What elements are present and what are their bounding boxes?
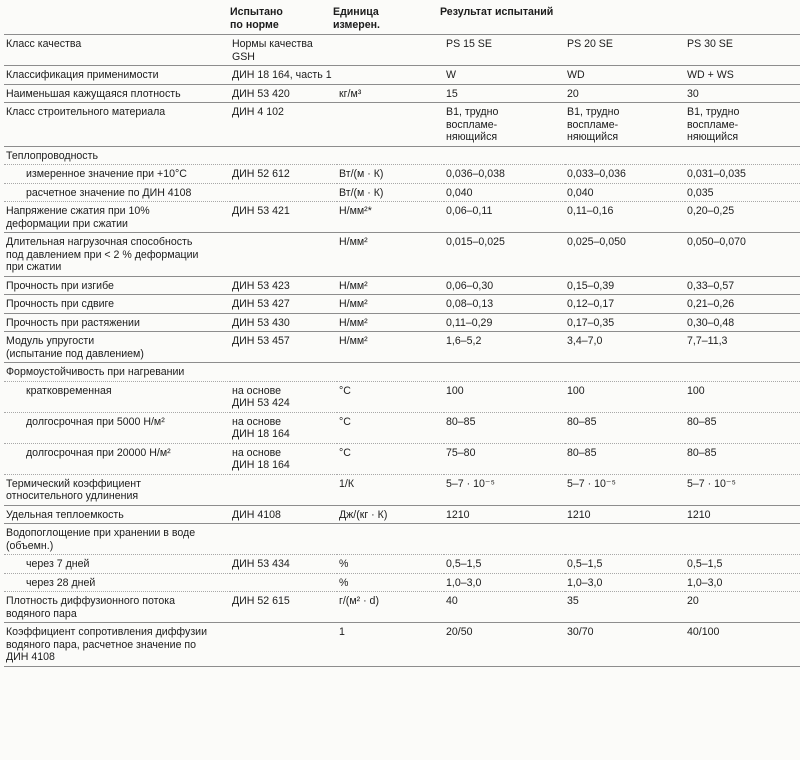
cell-c3: 5–7 · 10⁻⁵ [444,474,565,505]
cell-c4: B1, трудно воспламе- няющийся [565,103,685,147]
cell-c3: 20/50 [444,623,565,667]
cell-c3: 0,06–0,11 [444,202,565,233]
cell-c4: 1210 [565,505,685,524]
cell-c1 [230,363,337,382]
table-row [4,381,800,412]
table-row [4,443,800,474]
cell-c4: 0,025–0,050 [565,233,685,277]
table-row [4,412,800,443]
cell-c1: ДИН 18 164, часть 1 [230,66,337,85]
cell-c4: 5–7 · 10⁻⁵ [565,474,685,505]
cell-c1: ДИН 53 427 [230,295,337,314]
cell-c0: Коэффициент сопротивления диффузии водяного пара, расчетное значение по ДИН 4108 [4,623,230,667]
cell-c1 [230,233,337,277]
cell-c3: 0,036–0,038 [444,165,565,184]
cell-c2: Дж/(кг · К) [337,505,444,524]
cell-c3: 40 [444,592,565,623]
cell-c2: г/(м² · d) [337,592,444,623]
cell-c0: кратковременная [4,381,230,412]
cell-c2: % [337,573,444,592]
cell-c5: WD + WS [685,66,800,85]
table-row [4,474,800,505]
cell-c3: 0,040 [444,183,565,202]
cell-c4: 0,15–0,39 [565,276,685,295]
cell-c2: Вт/(м · К) [337,183,444,202]
cell-c1: ДИН 52 612 [230,165,337,184]
table-row [4,146,800,165]
cell-c4: 30/70 [565,623,685,667]
cell-c1 [230,146,337,165]
cell-c5: 1210 [685,505,800,524]
cell-c2: °С [337,412,444,443]
cell-c5: 0,031–0,035 [685,165,800,184]
properties-table [4,34,800,667]
cell-c2: Н/мм²* [337,202,444,233]
cell-c3: 0,08–0,13 [444,295,565,314]
cell-c1: ДИН 53 423 [230,276,337,295]
cell-c0: Прочность при изгибе [4,276,230,295]
cell-c3: 15 [444,84,565,103]
cell-c3: 0,5–1,5 [444,555,565,574]
cell-c0: Классификация применимости [4,66,230,85]
cell-c3: B1, трудно воспламе- няющийся [444,103,565,147]
cell-c3: 100 [444,381,565,412]
cell-c1 [230,474,337,505]
cell-c1: ДИН 4108 [230,505,337,524]
cell-c4 [565,524,685,555]
cell-c5: 0,035 [685,183,800,202]
cell-c2 [337,35,444,66]
cell-c2: % [337,555,444,574]
header-unit-line2: измерен. [333,19,380,31]
cell-c1: ДИН 53 421 [230,202,337,233]
cell-c0: Термический коэффициент относительного удлинения [4,474,230,505]
table-row [4,313,800,332]
properties-table-body [4,35,800,667]
cell-c2: °С [337,443,444,474]
cell-c2 [337,363,444,382]
cell-c3: 80–85 [444,412,565,443]
cell-c3: 1210 [444,505,565,524]
cell-c3 [444,524,565,555]
header-tested-line1: Испытано [230,6,283,18]
table-row [4,623,800,667]
cell-c0: Напряжение сжатия при 10% деформации при сжатии [4,202,230,233]
cell-c5: 0,33–0,57 [685,276,800,295]
table-row [4,573,800,592]
cell-c2: Н/мм² [337,276,444,295]
cell-c4: 100 [565,381,685,412]
cell-c3: 0,06–0,30 [444,276,565,295]
table-row [4,84,800,103]
cell-c3: 0,015–0,025 [444,233,565,277]
cell-c1: ДИН 4 102 [230,103,337,147]
cell-c1: ДИН 53 434 [230,555,337,574]
cell-c5 [685,524,800,555]
cell-c0: расчетное значение по ДИН 4108 [4,183,230,202]
cell-c4: PS 20 SE [565,35,685,66]
cell-c1: ДИН 53 420 [230,84,337,103]
cell-c4: 0,5–1,5 [565,555,685,574]
cell-c0: Прочность при растяжении [4,313,230,332]
cell-c4 [565,363,685,382]
cell-c3: PS 15 SE [444,35,565,66]
cell-c0: Наименьшая кажущаяся плотность [4,84,230,103]
cell-c0: измеренное значение при +10°С [4,165,230,184]
table-row [4,524,800,555]
cell-c0: долгосрочная при 20000 Н/м² [4,443,230,474]
cell-c1 [230,524,337,555]
cell-c5: 20 [685,592,800,623]
cell-c4: 35 [565,592,685,623]
cell-c4: 0,17–0,35 [565,313,685,332]
cell-c4: 3,4–7,0 [565,332,685,363]
cell-c2: 1 [337,623,444,667]
cell-c4 [565,146,685,165]
table-row [4,202,800,233]
cell-c1 [230,573,337,592]
table-row [4,505,800,524]
cell-c4: 80–85 [565,443,685,474]
header-unit [333,6,380,32]
header-tested-by-standard [230,6,283,32]
cell-c4: 0,12–0,17 [565,295,685,314]
cell-c0: Длительная нагрузочная способность под давлением при < 2 % деформации при сжатии [4,233,230,277]
cell-c0: Теплопроводность [4,146,230,165]
cell-c2: Н/мм² [337,313,444,332]
cell-c5: 1,0–3,0 [685,573,800,592]
cell-c5: 80–85 [685,443,800,474]
cell-c5: 100 [685,381,800,412]
cell-c5: 0,21–0,26 [685,295,800,314]
header-result-label: Результат испытаний [440,6,554,18]
cell-c4: 0,040 [565,183,685,202]
cell-c4: 0,11–0,16 [565,202,685,233]
cell-c2 [337,524,444,555]
cell-c0: Прочность при сдвиге [4,295,230,314]
cell-c1: на основе ДИН 53 424 [230,381,337,412]
cell-c5: 40/100 [685,623,800,667]
cell-c2: кг/м³ [337,84,444,103]
cell-c0: Удельная теплоемкость [4,505,230,524]
cell-c0: Модуль упругости (испытание под давлением) [4,332,230,363]
cell-c3 [444,146,565,165]
cell-c4: WD [565,66,685,85]
cell-c5: PS 30 SE [685,35,800,66]
table-row [4,592,800,623]
cell-c1 [230,183,337,202]
table-row [4,165,800,184]
header-test-result [440,6,553,19]
cell-c2: °С [337,381,444,412]
table-row [4,363,800,382]
cell-c0: через 7 дней [4,555,230,574]
cell-c1: на основе ДИН 18 164 [230,412,337,443]
cell-c4: 1,0–3,0 [565,573,685,592]
cell-c3: 1,6–5,2 [444,332,565,363]
cell-c1: Нормы качества GSH [230,35,337,66]
cell-c5 [685,363,800,382]
cell-c0: долгосрочная при 5000 Н/м² [4,412,230,443]
cell-c3: 1,0–3,0 [444,573,565,592]
cell-c2: Н/мм² [337,233,444,277]
cell-c4: 0,033–0,036 [565,165,685,184]
cell-c5: 7,7–11,3 [685,332,800,363]
table-row [4,183,800,202]
cell-c5: 80–85 [685,412,800,443]
cell-c0: Формоустойчивость при нагревании [4,363,230,382]
cell-c1 [230,623,337,667]
table-row [4,233,800,277]
cell-c1: ДИН 53 457 [230,332,337,363]
cell-c3: 75–80 [444,443,565,474]
cell-c5: 0,5–1,5 [685,555,800,574]
cell-c0: Класс качества [4,35,230,66]
cell-c5 [685,146,800,165]
cell-c5: 0,20–0,25 [685,202,800,233]
table-row [4,276,800,295]
cell-c0: Плотность диффузионного потока водяного пара [4,592,230,623]
cell-c2: Вт/(м · К) [337,165,444,184]
cell-c2 [337,103,444,147]
cell-c4: 20 [565,84,685,103]
cell-c5: 0,050–0,070 [685,233,800,277]
cell-c3: W [444,66,565,85]
header-unit-line1: Единица [333,6,379,18]
cell-c2: 1/К [337,474,444,505]
table-row [4,332,800,363]
cell-c2: Н/мм² [337,295,444,314]
cell-c1: ДИН 53 430 [230,313,337,332]
cell-c1: на основе ДИН 18 164 [230,443,337,474]
cell-c3 [444,363,565,382]
table-row [4,295,800,314]
table-row [4,66,800,85]
cell-c0: Водопоглощение при хранении в воде (объемн.) [4,524,230,555]
table-row [4,35,800,66]
cell-c3: 0,11–0,29 [444,313,565,332]
cell-c5: 0,30–0,48 [685,313,800,332]
table-row [4,555,800,574]
cell-c2 [337,66,444,85]
cell-c5: 5–7 · 10⁻⁵ [685,474,800,505]
table-row [4,103,800,147]
cell-c2: Н/мм² [337,332,444,363]
cell-c5: 30 [685,84,800,103]
header-tested-line2: по норме [230,19,279,31]
cell-c2 [337,146,444,165]
cell-c5: B1, трудно воспламе- няющийся [685,103,800,147]
cell-c0: через 28 дней [4,573,230,592]
cell-c1: ДИН 52 615 [230,592,337,623]
cell-c0: Класс строительного материала [4,103,230,147]
cell-c4: 80–85 [565,412,685,443]
